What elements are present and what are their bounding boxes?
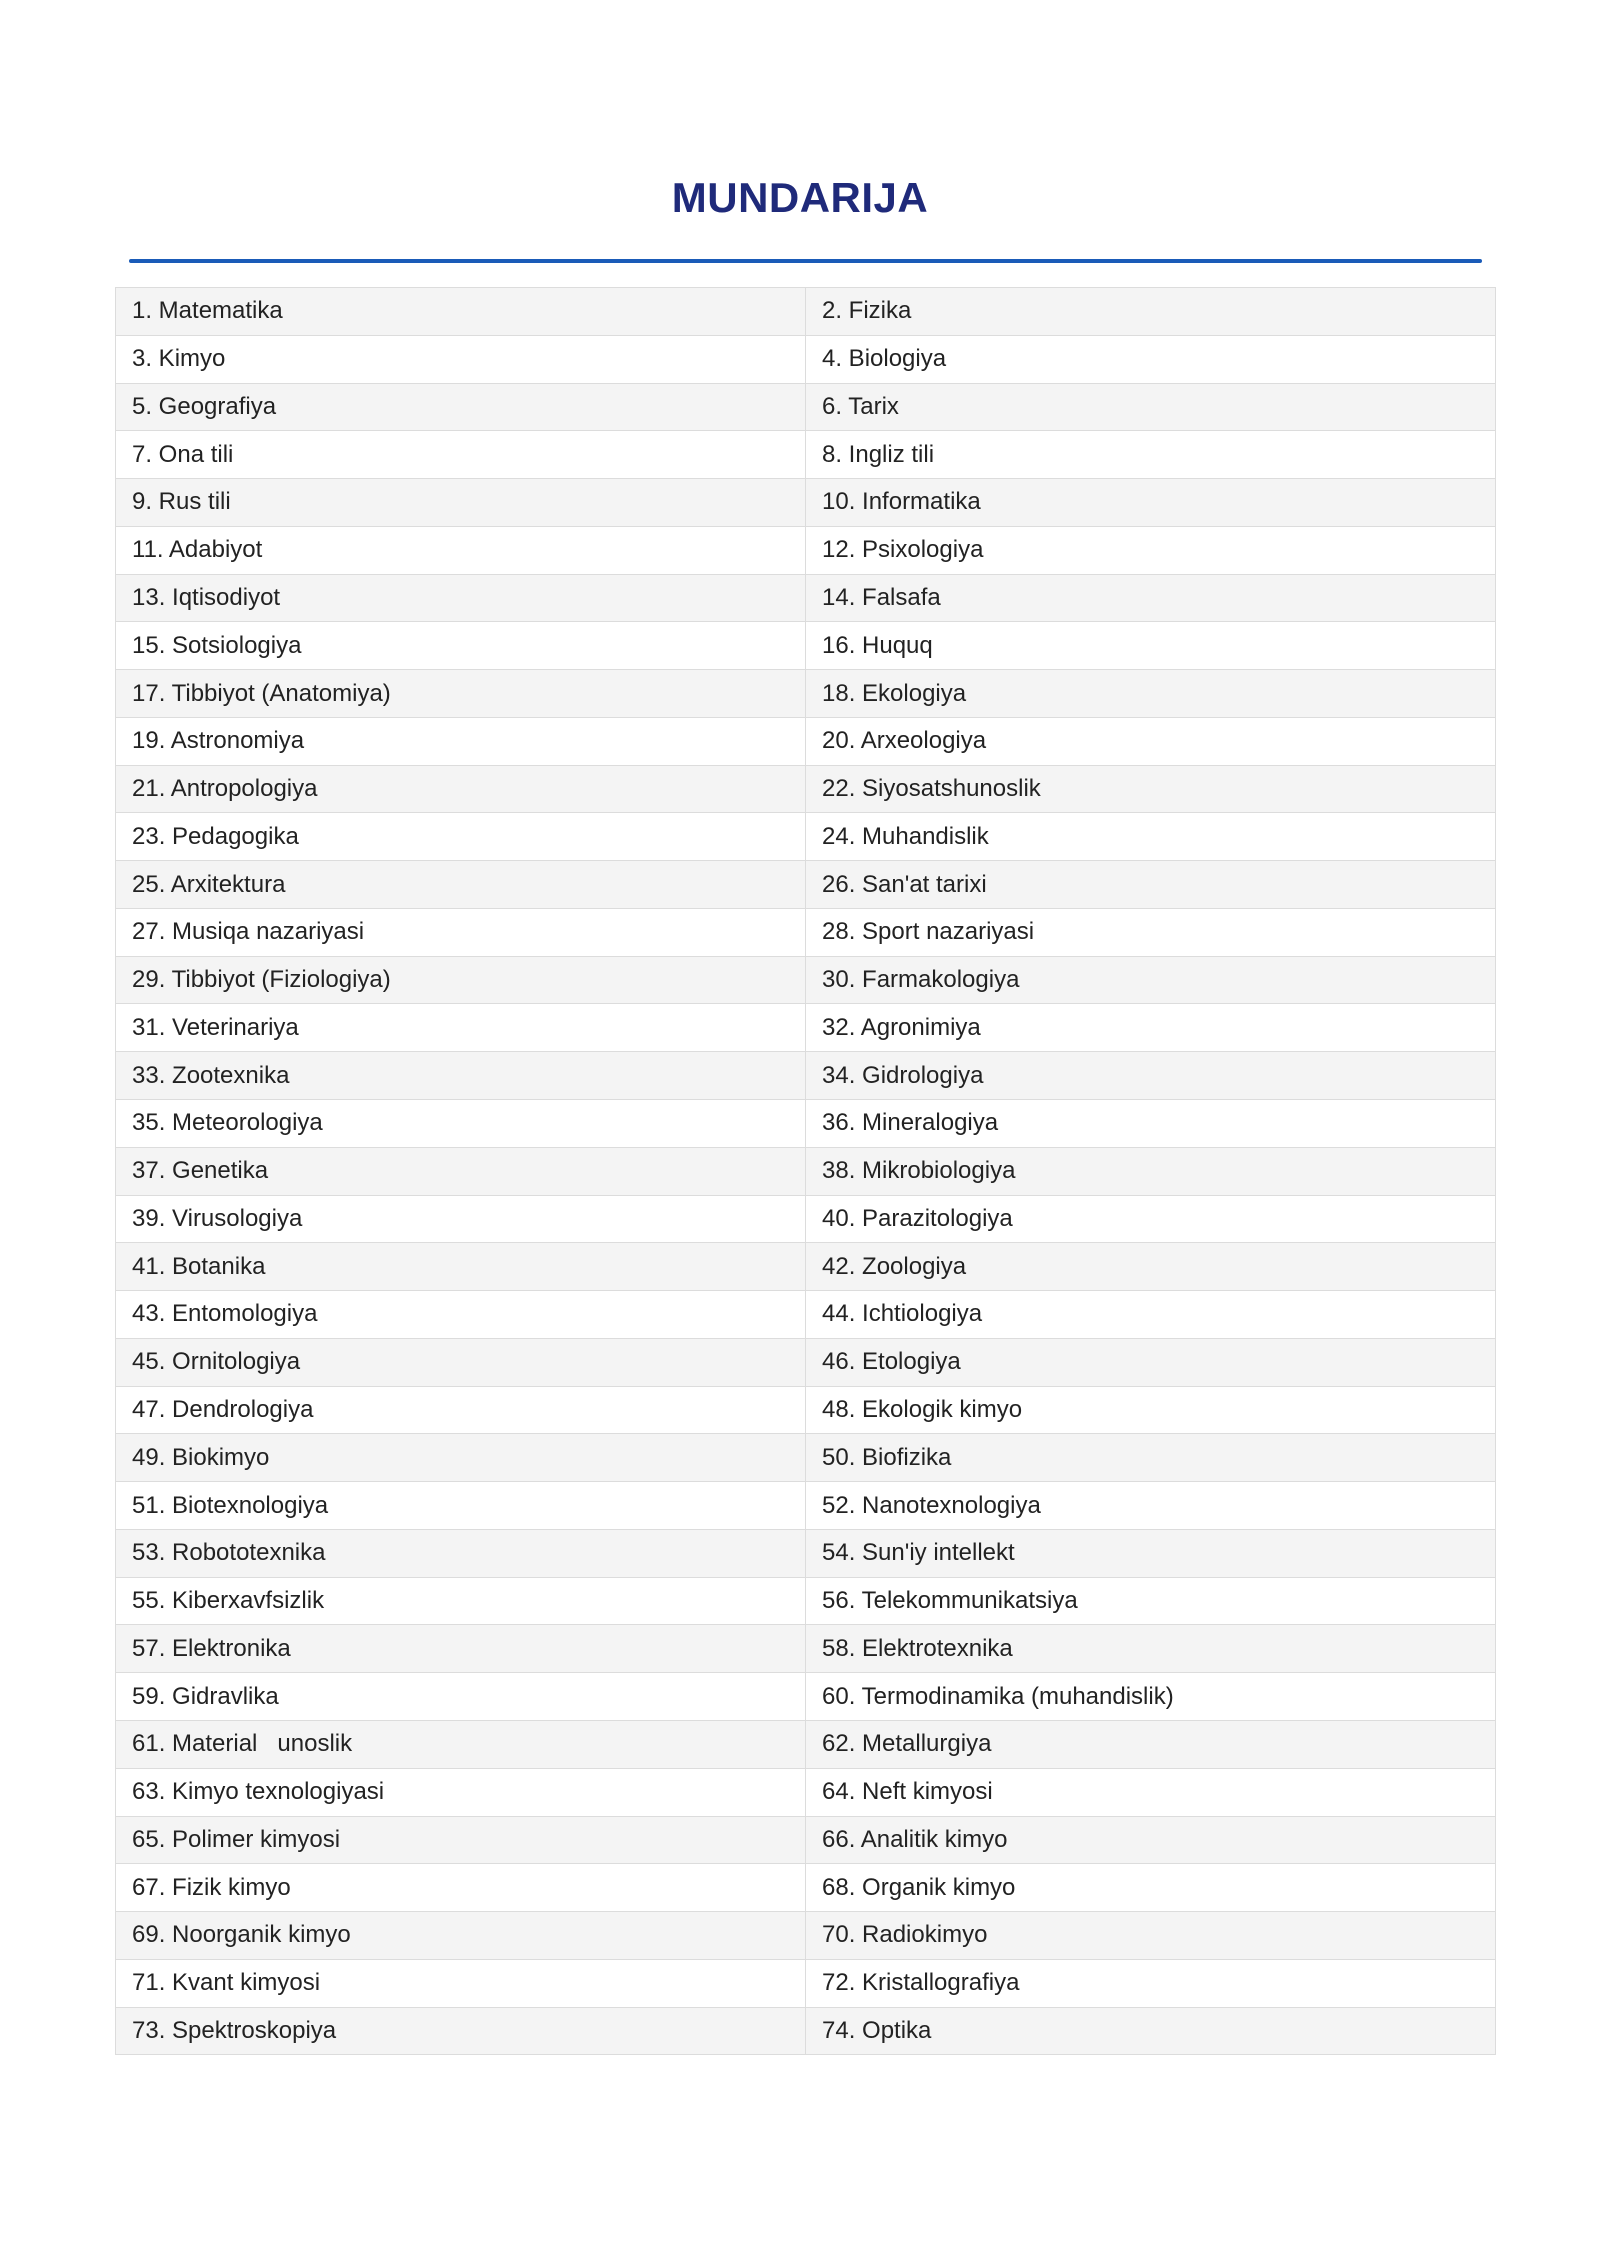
contents-entry: 62. Metallurgiya — [806, 1720, 1496, 1768]
contents-entry: 27. Musiqa nazariyasi — [116, 908, 806, 956]
contents-entry: 23. Pedagogika — [116, 813, 806, 861]
contents-entry: 47. Dendrologiya — [116, 1386, 806, 1434]
contents-entry: 33. Zootexnika — [116, 1052, 806, 1100]
contents-entry: 38. Mikrobiologiya — [806, 1147, 1496, 1195]
contents-row — [116, 1482, 1496, 1530]
contents-entry: 39. Virusologiya — [116, 1195, 806, 1243]
contents-entry: 3. Kimyo — [116, 335, 806, 383]
contents-row — [116, 479, 1496, 527]
contents-entry: 19. Astronomiya — [116, 717, 806, 765]
contents-row — [116, 2007, 1496, 2055]
contents-entry: 6. Tarix — [806, 383, 1496, 431]
contents-entry: 70. Radiokimyo — [806, 1912, 1496, 1960]
contents-row — [116, 431, 1496, 479]
contents-entry: 10. Informatika — [806, 479, 1496, 527]
contents-entry: 59. Gidravlika — [116, 1673, 806, 1721]
contents-entry: 20. Arxeologiya — [806, 717, 1496, 765]
contents-row — [116, 670, 1496, 718]
contents-entry: 51. Biotexnologiya — [116, 1482, 806, 1530]
contents-entry: 17. Tibbiyot (Anatomiya) — [116, 670, 806, 718]
contents-row — [116, 1195, 1496, 1243]
contents-row — [116, 1386, 1496, 1434]
contents-entry: 52. Nanotexnologiya — [806, 1482, 1496, 1530]
contents-entry: 13. Iqtisodiyot — [116, 574, 806, 622]
contents-row — [116, 1864, 1496, 1912]
contents-entry: 57. Elektronika — [116, 1625, 806, 1673]
contents-row — [116, 1625, 1496, 1673]
contents-row — [116, 1338, 1496, 1386]
contents-entry: 68. Organik kimyo — [806, 1864, 1496, 1912]
contents-row — [116, 1959, 1496, 2007]
contents-entry: 72. Kristallografiya — [806, 1959, 1496, 2007]
contents-row — [116, 288, 1496, 336]
contents-row — [116, 383, 1496, 431]
contents-entry: 4. Biologiya — [806, 335, 1496, 383]
contents-entry: 34. Gidrologiya — [806, 1052, 1496, 1100]
contents-row — [116, 1577, 1496, 1625]
contents-row — [116, 717, 1496, 765]
contents-entry: 36. Mineralogiya — [806, 1100, 1496, 1148]
contents-row — [116, 1291, 1496, 1339]
contents-entry: 26. San'at tarixi — [806, 861, 1496, 909]
contents-entry: 66. Analitik kimyo — [806, 1816, 1496, 1864]
contents-entry: 28. Sport nazariyasi — [806, 908, 1496, 956]
contents-entry: 61. Material unoslik — [116, 1720, 806, 1768]
contents-entry: 9. Rus tili — [116, 479, 806, 527]
contents-row — [116, 1912, 1496, 1960]
contents-row — [116, 1100, 1496, 1148]
contents-row — [116, 908, 1496, 956]
contents-entry: 11. Adabiyot — [116, 526, 806, 574]
contents-row — [116, 1529, 1496, 1577]
contents-entry: 63. Kimyo texnologiyasi — [116, 1768, 806, 1816]
contents-entry: 40. Parazitologiya — [806, 1195, 1496, 1243]
contents-row — [116, 765, 1496, 813]
contents-row — [116, 861, 1496, 909]
contents-entry: 44. Ichtiologiya — [806, 1291, 1496, 1339]
contents-entry: 31. Veterinariya — [116, 1004, 806, 1052]
contents-entry: 55. Kiberxavfsizlik — [116, 1577, 806, 1625]
contents-entry: 56. Telekommunikatsiya — [806, 1577, 1496, 1625]
contents-row — [116, 1768, 1496, 1816]
contents-entry: 1. Matematika — [116, 288, 806, 336]
contents-entry: 22. Siyosatshunoslik — [806, 765, 1496, 813]
contents-entry: 58. Elektrotexnika — [806, 1625, 1496, 1673]
contents-entry: 42. Zoologiya — [806, 1243, 1496, 1291]
contents-row — [116, 956, 1496, 1004]
contents-entry: 71. Kvant kimyosi — [116, 1959, 806, 2007]
contents-entry: 24. Muhandislik — [806, 813, 1496, 861]
contents-entry: 67. Fizik kimyo — [116, 1864, 806, 1912]
contents-row — [116, 1816, 1496, 1864]
contents-entry: 25. Arxitektura — [116, 861, 806, 909]
contents-row — [116, 1147, 1496, 1195]
contents-entry: 29. Tibbiyot (Fiziologiya) — [116, 956, 806, 1004]
contents-entry: 30. Farmakologiya — [806, 956, 1496, 1004]
contents-entry: 53. Robototexnika — [116, 1529, 806, 1577]
contents-entry: 16. Huquq — [806, 622, 1496, 670]
contents-entry: 46. Etologiya — [806, 1338, 1496, 1386]
contents-row — [116, 1673, 1496, 1721]
contents-entry: 7. Ona tili — [116, 431, 806, 479]
contents-row — [116, 335, 1496, 383]
contents-table-body — [116, 288, 1496, 2055]
title-divider — [129, 259, 1482, 263]
contents-entry: 45. Ornitologiya — [116, 1338, 806, 1386]
contents-entry: 43. Entomologiya — [116, 1291, 806, 1339]
contents-row — [116, 1720, 1496, 1768]
contents-entry: 32. Agronimiya — [806, 1004, 1496, 1052]
contents-entry: 15. Sotsiologiya — [116, 622, 806, 670]
contents-row — [116, 1243, 1496, 1291]
contents-row — [116, 1004, 1496, 1052]
contents-entry: 21. Antropologiya — [116, 765, 806, 813]
contents-entry: 5. Geografiya — [116, 383, 806, 431]
contents-entry: 48. Ekologik kimyo — [806, 1386, 1496, 1434]
contents-entry: 65. Polimer kimyosi — [116, 1816, 806, 1864]
contents-entry: 12. Psixologiya — [806, 526, 1496, 574]
contents-row — [116, 574, 1496, 622]
contents-entry: 14. Falsafa — [806, 574, 1496, 622]
contents-entry: 35. Meteorologiya — [116, 1100, 806, 1148]
contents-row — [116, 526, 1496, 574]
contents-row — [116, 1434, 1496, 1482]
contents-entry: 37. Genetika — [116, 1147, 806, 1195]
contents-entry: 2. Fizika — [806, 288, 1496, 336]
contents-entry: 49. Biokimyo — [116, 1434, 806, 1482]
contents-entry: 60. Termodinamika (muhandislik) — [806, 1673, 1496, 1721]
contents-row — [116, 622, 1496, 670]
page-title: MUNDARIJA — [671, 174, 929, 221]
contents-entry: 18. Ekologiya — [806, 670, 1496, 718]
contents-row — [116, 813, 1496, 861]
contents-table — [115, 287, 1496, 2055]
contents-entry: 50. Biofizika — [806, 1434, 1496, 1482]
contents-entry: 54. Sun'iy intellekt — [806, 1529, 1496, 1577]
contents-entry: 64. Neft kimyosi — [806, 1768, 1496, 1816]
contents-entry: 69. Noorganik kimyo — [116, 1912, 806, 1960]
contents-entry: 41. Botanika — [116, 1243, 806, 1291]
contents-entry: 73. Spektroskopiya — [116, 2007, 806, 2055]
contents-row — [116, 1052, 1496, 1100]
contents-entry: 8. Ingliz tili — [806, 431, 1496, 479]
contents-entry: 74. Optika — [806, 2007, 1496, 2055]
